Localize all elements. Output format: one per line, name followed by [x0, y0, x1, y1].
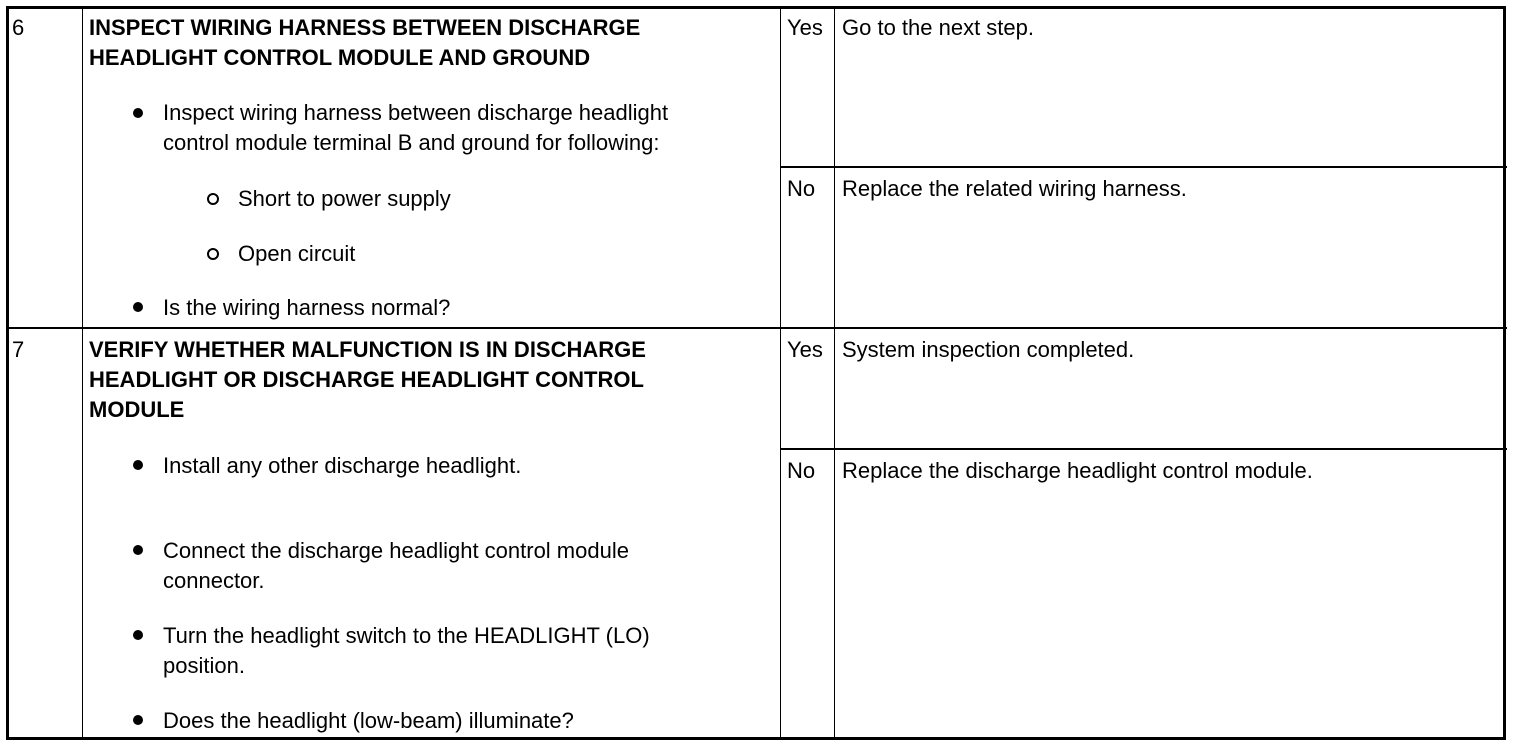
yes-action: Go to the next step. [842, 15, 1035, 40]
step-title-line-1: INSPECT WIRING HARNESS BETWEEN DISCHARGE [89, 15, 641, 40]
no-action: Replace the discharge headlight control module. [842, 458, 1313, 483]
instruction-line-1: Turn the headlight switch to the HEADLIGHT (LO) [163, 623, 650, 648]
no-label: No [787, 176, 816, 201]
instruction-line-2: control module terminal B and ground for following: [163, 130, 660, 155]
instruction-line-1: Install any other discharge headlight. [163, 453, 522, 478]
sub-bullet-icon [207, 193, 219, 205]
bullet-icon [133, 302, 143, 312]
instruction-line-1: Connect the discharge headlight control module [163, 538, 629, 563]
instruction-line-2: position. [163, 653, 245, 678]
instruction-line-1: Inspect wiring harness between discharge headlight [163, 100, 669, 125]
sub-instruction: Short to power supply [238, 186, 451, 211]
no-label: No [787, 458, 816, 483]
step-number: 6 [12, 15, 25, 40]
instruction-line-1: Does the headlight (low-beam) illuminate? [163, 708, 574, 733]
column-divider-result [834, 7, 835, 740]
yes-label: Yes [787, 15, 823, 40]
bullet-icon [133, 108, 143, 118]
step-title-line-1: VERIFY WHETHER MALFUNCTION IS IN DISCHARGE [89, 337, 646, 362]
sub-instruction: Open circuit [238, 241, 356, 266]
step-title-line-2: HEADLIGHT OR DISCHARGE HEADLIGHT CONTROL [89, 367, 644, 392]
row-divider-6-7 [7, 327, 1507, 329]
column-divider-action [780, 7, 781, 740]
yes-action: System inspection completed. [842, 337, 1135, 362]
step-title-line-2: HEADLIGHT CONTROL MODULE AND GROUND [89, 45, 591, 70]
bullet-icon [133, 460, 143, 470]
sub-bullet-icon [207, 248, 219, 260]
yes-label: Yes [787, 337, 823, 362]
bullet-icon [133, 630, 143, 640]
instruction-line-1: Is the wiring harness normal? [163, 295, 451, 320]
column-divider-step [82, 7, 83, 740]
row-divider-6-yes-no [780, 166, 1507, 168]
bullet-icon [133, 545, 143, 555]
step-number: 7 [12, 337, 25, 362]
no-action: Replace the related wiring harness. [842, 176, 1187, 201]
instruction-line-2: connector. [163, 568, 265, 593]
row-divider-7-yes-no [780, 448, 1507, 450]
bullet-icon [133, 715, 143, 725]
step-title-line-3: MODULE [89, 397, 185, 422]
